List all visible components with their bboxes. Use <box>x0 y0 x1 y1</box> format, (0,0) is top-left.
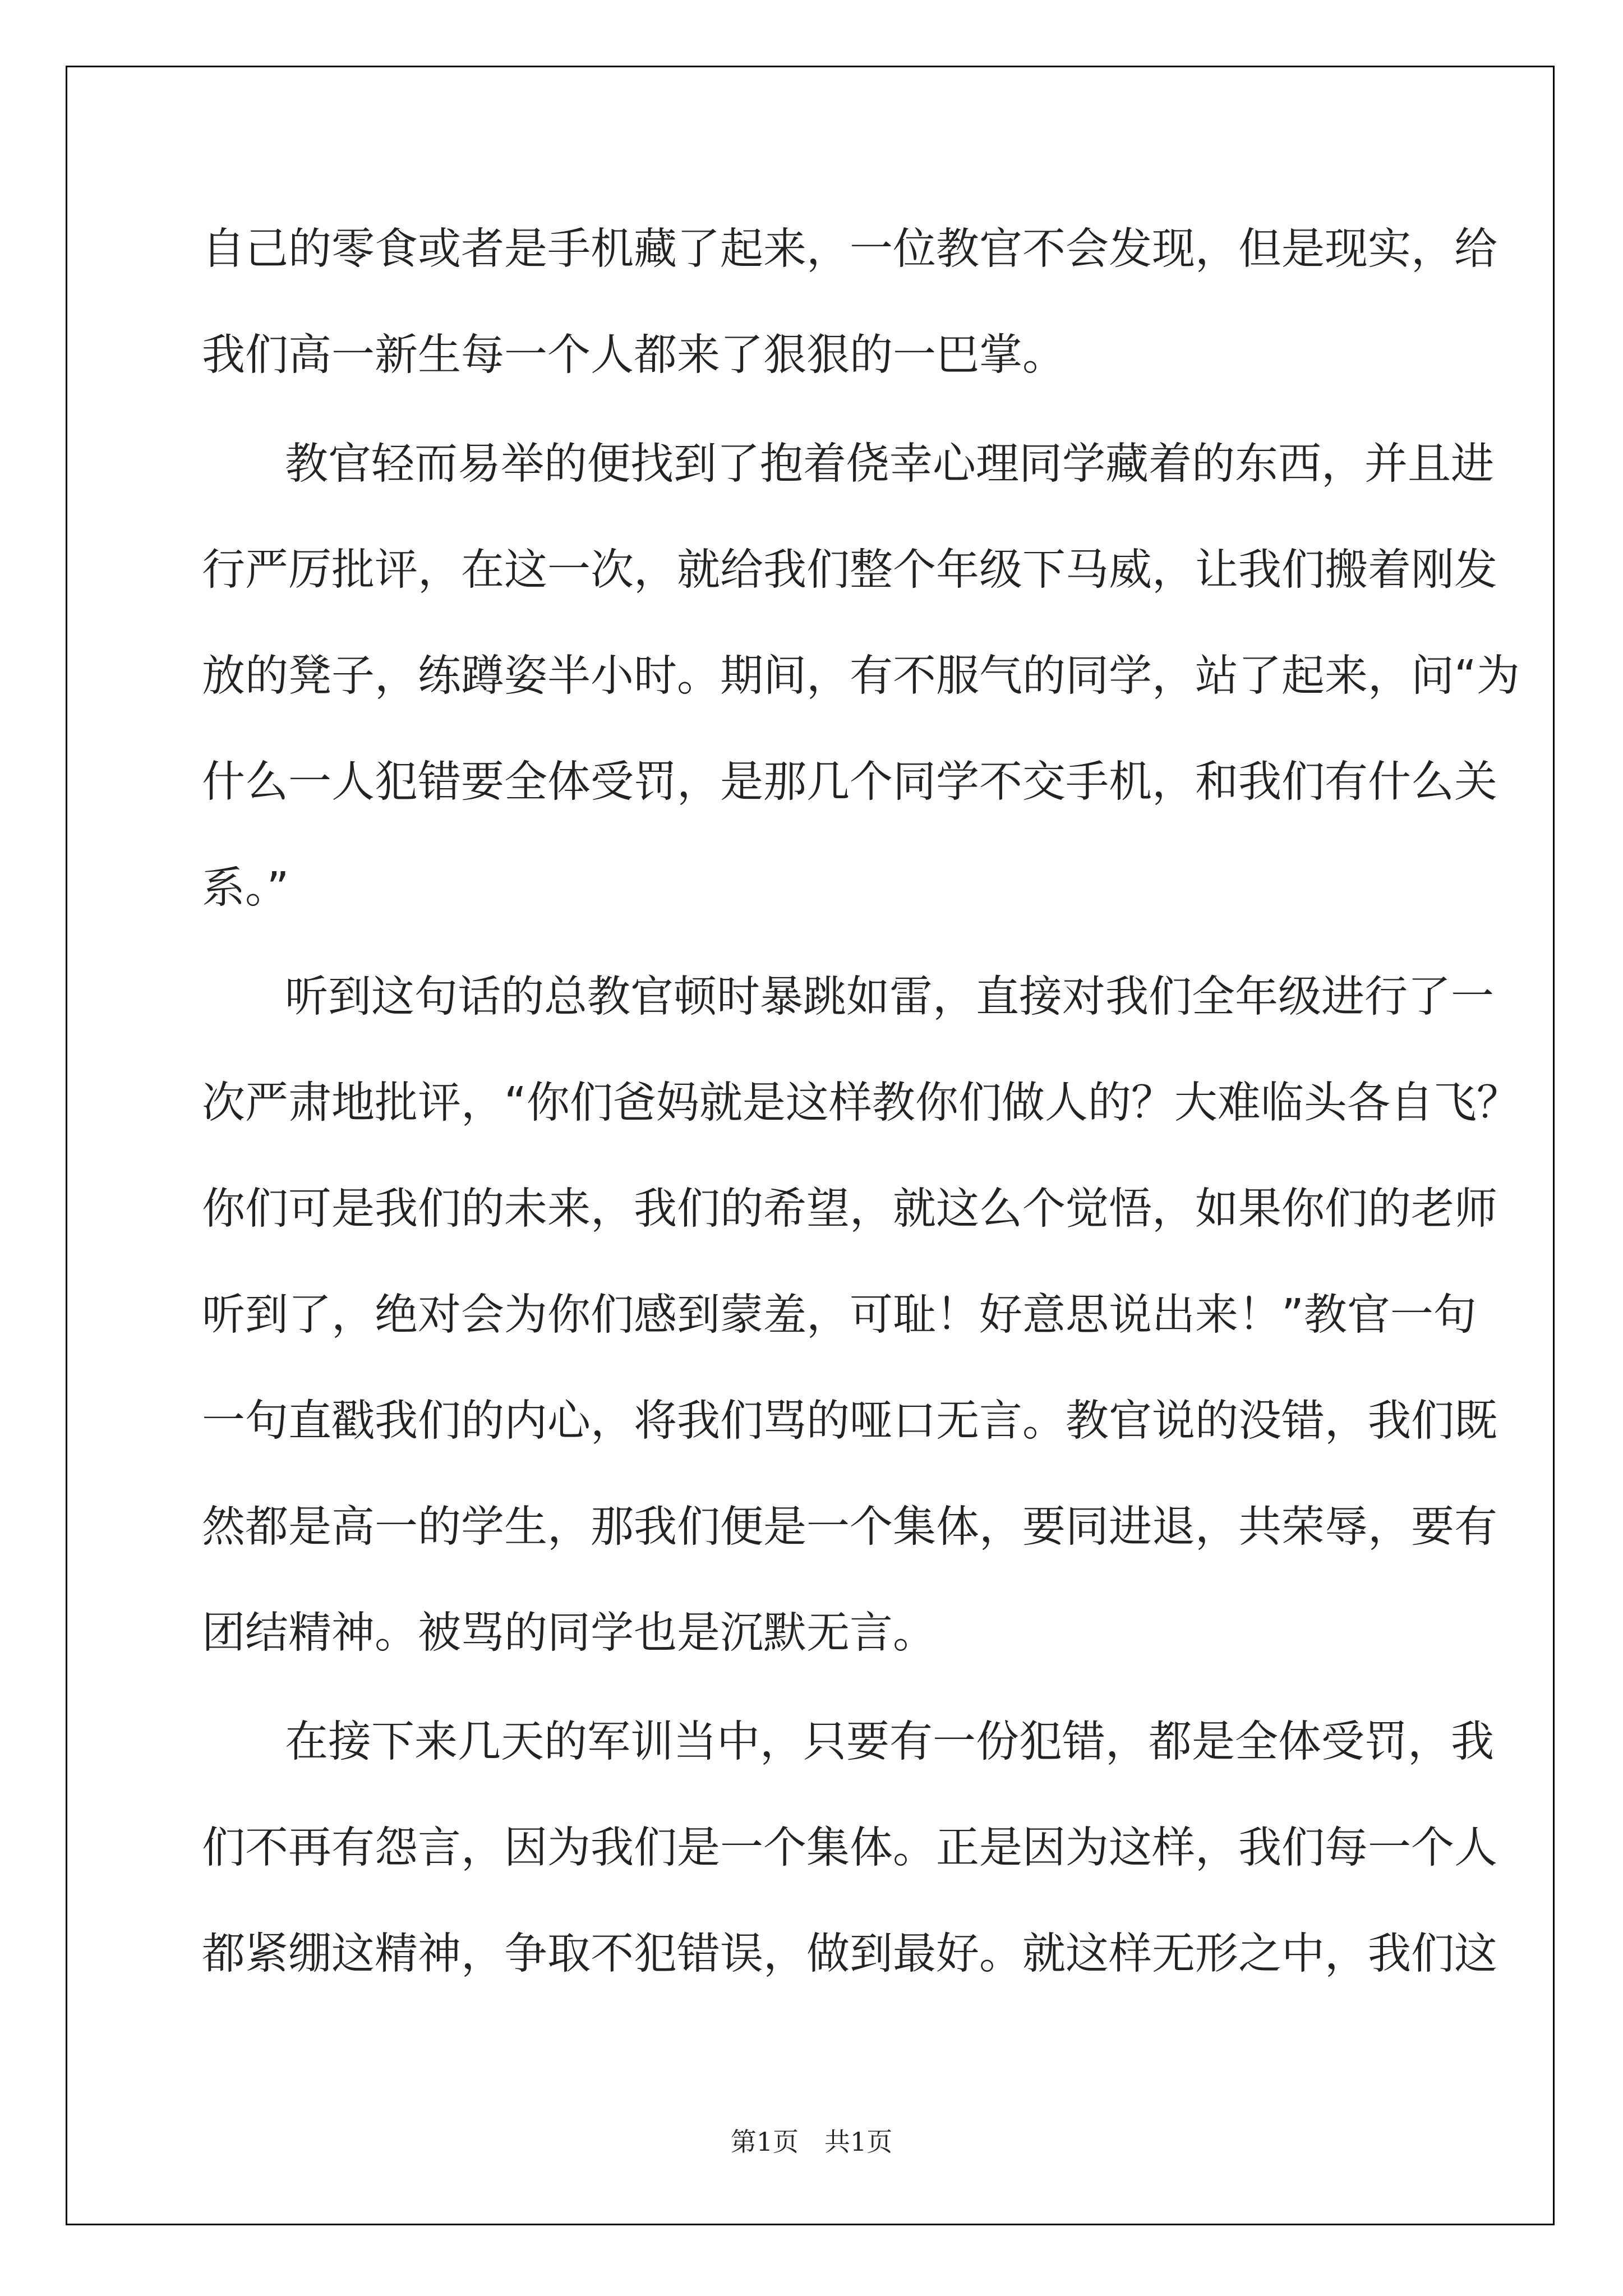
text-line: 教官轻而易举的便找到了抱着侥幸心理同学藏着的东西，并且进 <box>285 439 1494 489</box>
text-line: 行严厉批评，在这一次，就给我们整个年级下马威，让我们搬着刚发 <box>202 545 1497 595</box>
page-footer: 第1页 共1页 <box>730 2127 893 2157</box>
text-line: 听到了，绝对会为你们感到蒙羞，可耻！好意思说出来！”教官一句 <box>202 1290 1477 1340</box>
text-line: 听到这句话的总教官顿时暴跳如雷，直接对我们全年级进行了一 <box>285 972 1494 1022</box>
document-body <box>202 222 1520 2032</box>
text-line: 什么一人犯错要全体受罚，是那几个同学不交手机，和我们有什么关 <box>202 757 1497 807</box>
text-line: 我们高一新生每一个人都来了狠狠的一巴掌。 <box>202 330 1066 380</box>
text-line: 系。” <box>202 863 289 913</box>
text-line: 团结精神。被骂的同学也是沉默无言。 <box>202 1608 936 1658</box>
text-line: 放的凳子，练蹲姿半小时。期间，有不服气的同学，站了起来，问“为 <box>202 651 1520 701</box>
text-line: 们不再有怨言，因为我们是一个集体。正是因为这样，我们每一个人 <box>202 1823 1497 1873</box>
text-line: 在接下来几天的军训当中，只要有一份犯错，都是全体受罚，我 <box>285 1717 1494 1767</box>
text-line: 次严肃地批评，“你们爸妈就是这样教你们做人的？大难临头各自飞？ <box>202 1078 1520 1128</box>
text-line: 一句直戳我们的内心，将我们骂的哑口无言。教官说的没错，我们既 <box>202 1396 1497 1446</box>
text-line: 你们可是我们的未来，我们的希望，就这么个觉悟，如果你们的老师 <box>202 1184 1497 1234</box>
text-line: 自己的零食或者是手机藏了起来，一位教官不会发现，但是现实，给 <box>202 224 1497 274</box>
text-line: 然都是高一的学生，那我们便是一个集体，要同进退，共荣辱，要有 <box>202 1502 1497 1552</box>
text-line: 都紧绷这精神，争取不犯错误，做到最好。就这样无形之中，我们这 <box>202 1929 1497 1979</box>
